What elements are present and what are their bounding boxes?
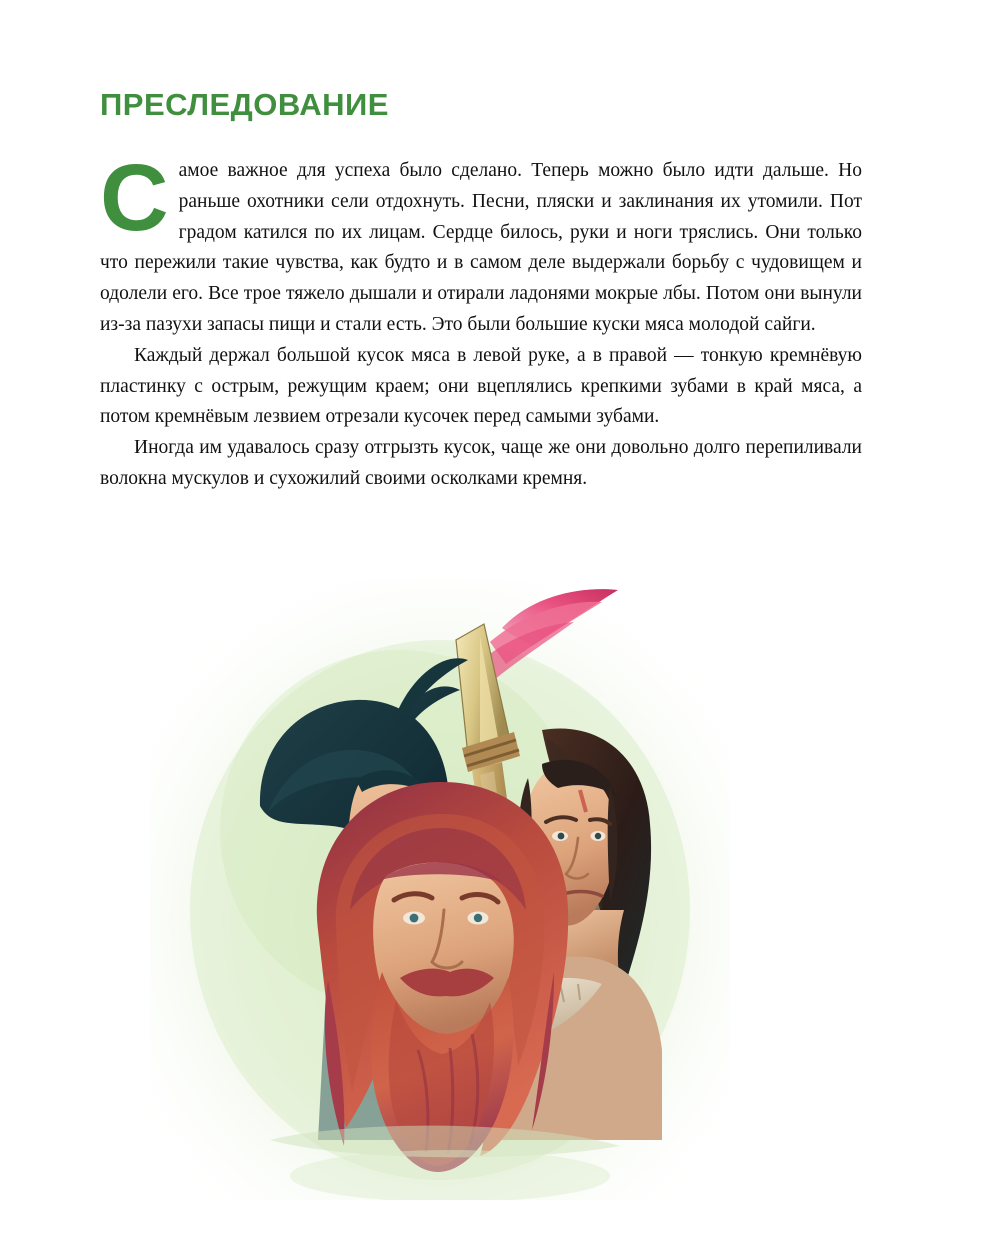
illustration-container: [150, 580, 730, 1200]
drop-cap: С: [100, 145, 169, 252]
body-text: [100, 145, 862, 495]
paragraph-1: [100, 145, 862, 341]
paragraph-2: Каждый держал большой кусок мяса в левой руке, а в правой — тонкую кремнёвую пластинку с острым, режущим краем; они вцеплялись крепкими зубами в край мяса, а потом кремнёвым лезвием отрезали кусочек перед самыми зубами.: [100, 344, 862, 428]
paragraph-1-text: амое важное для успеха было сделано. Теперь можно было идти дальше. Но раньше охотники сели отдохнуть. Песни, пляски и заклинания их утомили. Пот градом катился по их лицам. Сердце билось, руки и ноги тряслись. Они только что пережили такие чувства, как будто и в самом деле выдержали борьбу с чудовищем и одолели его. Все трое тяжело дышали и отирали ладонями мокрые лбы. Потом они вынули из-за пазухи запасы пищи и стали есть. Это были большие куски мяса молодой сайги.: [100, 160, 862, 336]
page-content: [100, 88, 862, 495]
paragraph-3: Иногда им удавалось сразу отгрызть кусок, чаще же они довольно долго перепиливали волокна мускулов и сухожилий своими осколками кремня.: [100, 437, 862, 490]
three-prehistoric-hunters-illustration: [150, 580, 730, 1200]
page-title: ПРЕСЛЕДОВАНИЕ: [100, 87, 389, 122]
